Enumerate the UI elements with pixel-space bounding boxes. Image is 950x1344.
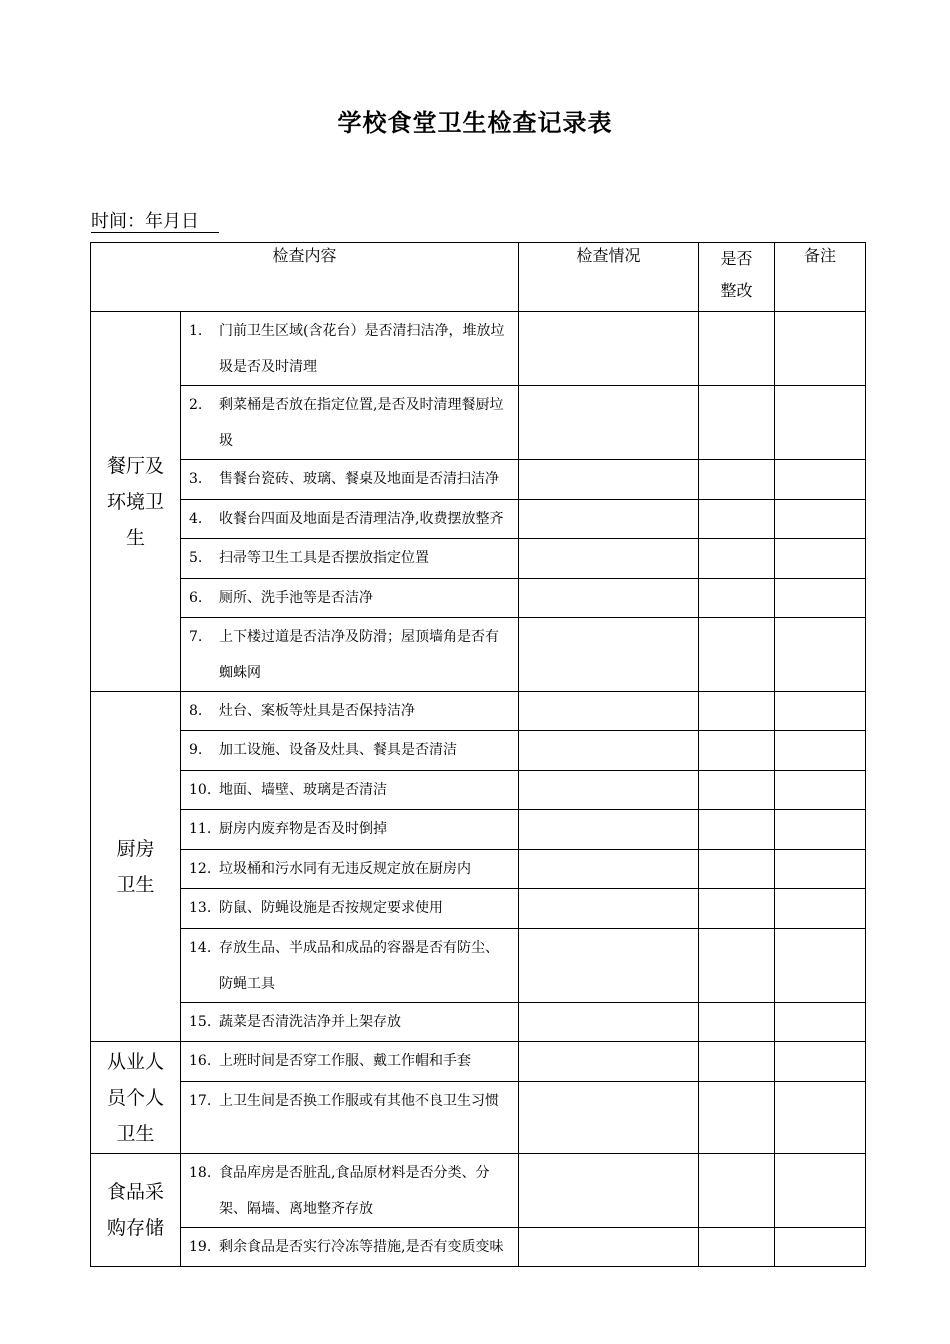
status-cell[interactable] (519, 500, 699, 539)
rectified-cell[interactable] (699, 312, 775, 386)
status-cell[interactable] (519, 1082, 699, 1154)
rectified-cell[interactable] (699, 889, 775, 929)
table-row (91, 929, 866, 1003)
remarks-cell[interactable] (775, 692, 866, 731)
rectified-cell[interactable] (699, 771, 775, 810)
remarks-cell[interactable] (775, 500, 866, 539)
status-cell[interactable] (519, 810, 699, 850)
document-title: 学校食堂卫生检查记录表 (337, 108, 613, 137)
rectified-cell[interactable] (699, 1003, 775, 1042)
remarks-cell[interactable] (775, 850, 866, 889)
status-cell[interactable] (519, 731, 699, 771)
status-cell[interactable] (519, 386, 699, 460)
item-13: 13. 防鼠、防蝇设施是否按规定要求使用 (181, 889, 519, 929)
remarks-cell[interactable] (775, 929, 866, 1003)
date-line (91, 207, 219, 233)
item-17: 17. 上卫生间是否换工作服或有其他不良卫生习惯 (181, 1082, 519, 1154)
item-1: 1. 门前卫生区域(含花台）是否清扫洁净，堆放垃圾是否及时清理 (181, 312, 519, 386)
table-row (91, 771, 866, 810)
table-row (91, 539, 866, 579)
item-7: 7. 上下楼过道是否洁净及防滑；屋顶墙角是否有蜘蛛网 (181, 618, 519, 692)
remarks-cell[interactable] (775, 1154, 866, 1228)
table-row (91, 386, 866, 460)
item-5: 5. 扫帚等卫生工具是否摆放指定位置 (181, 539, 519, 579)
rectified-cell[interactable] (699, 1228, 775, 1267)
remarks-cell[interactable] (775, 771, 866, 810)
category-staff: 从业人 员个人 卫生 (91, 1042, 181, 1154)
item-19: 19. 剩余食品是否实行冷冻等措施,是否有变质变味 (181, 1228, 519, 1267)
status-cell[interactable] (519, 312, 699, 386)
table-row (91, 1082, 866, 1154)
status-cell[interactable] (519, 618, 699, 692)
status-cell[interactable] (519, 1042, 699, 1082)
remarks-cell[interactable] (775, 579, 866, 618)
remarks-cell[interactable] (775, 1082, 866, 1154)
status-cell[interactable] (519, 692, 699, 731)
remarks-cell[interactable] (775, 460, 866, 500)
rectified-cell[interactable] (699, 850, 775, 889)
table-header-row (91, 243, 866, 312)
item-3: 3. 售餐台瓷砖、玻璃、餐桌及地面是否清扫洁净 (181, 460, 519, 500)
table-row (91, 731, 866, 771)
remarks-cell[interactable] (775, 1228, 866, 1267)
rectified-cell[interactable] (699, 500, 775, 539)
remarks-cell[interactable] (775, 810, 866, 850)
status-cell[interactable] (519, 460, 699, 500)
status-cell[interactable] (519, 771, 699, 810)
table-row (91, 579, 866, 618)
rectified-cell[interactable] (699, 618, 775, 692)
header-remarks: 备注 (775, 243, 866, 312)
remarks-cell[interactable] (775, 1042, 866, 1082)
item-16: 16. 上班时间是否穿工作服、戴工作帽和手套 (181, 1042, 519, 1082)
item-10: 10. 地面、墙壁、玻璃是否清洁 (181, 771, 519, 810)
status-cell[interactable] (519, 929, 699, 1003)
status-cell[interactable] (519, 850, 699, 889)
rectified-cell[interactable] (699, 579, 775, 618)
status-cell[interactable] (519, 1154, 699, 1228)
table-row (91, 460, 866, 500)
rectified-cell[interactable] (699, 539, 775, 579)
inspection-table (90, 242, 866, 1267)
table-row (91, 1228, 866, 1267)
remarks-cell[interactable] (775, 731, 866, 771)
status-cell[interactable] (519, 889, 699, 929)
category-food: 食品采 购存储 (91, 1154, 181, 1267)
table-row (91, 889, 866, 929)
item-18: 18. 食品库房是否脏乱,食品原材料是否分类、分架、隔墙、离地整齐存放 (181, 1154, 519, 1228)
rectified-cell[interactable] (699, 1154, 775, 1228)
item-6: 6. 厕所、洗手池等是否洁净 (181, 579, 519, 618)
item-14: 14. 存放生品、半成品和成品的容器是否有防尘、防蝇工具 (181, 929, 519, 1003)
date-field: 时间：年月日 (91, 211, 219, 233)
category-kitchen: 厨房 卫生 (91, 692, 181, 1042)
remarks-cell[interactable] (775, 539, 866, 579)
header-status: 检查情况 (519, 243, 699, 312)
table-row (91, 810, 866, 850)
table-row (91, 1042, 866, 1082)
remarks-cell[interactable] (775, 889, 866, 929)
item-4: 4. 收餐台四面及地面是否清理洁净,收费摆放整齐 (181, 500, 519, 539)
rectified-cell[interactable] (699, 1042, 775, 1082)
table-row (91, 312, 866, 386)
table-row (91, 1003, 866, 1042)
remarks-cell[interactable] (775, 618, 866, 692)
rectified-cell[interactable] (699, 731, 775, 771)
item-8: 8. 灶台、案板等灶具是否保持洁净 (181, 692, 519, 731)
table-row (91, 500, 866, 539)
status-cell[interactable] (519, 1228, 699, 1267)
rectified-cell[interactable] (699, 810, 775, 850)
item-15: 15. 蔬菜是否清洗洁净并上架存放 (181, 1003, 519, 1042)
category-dining: 餐厅及 环境卫 生 (91, 312, 181, 692)
status-cell[interactable] (519, 539, 699, 579)
header-content: 检查内容 (91, 243, 519, 312)
table-row (91, 692, 866, 731)
item-2: 2. 剩菜桶是否放在指定位置,是否及时清理餐厨垃圾 (181, 386, 519, 460)
rectified-cell[interactable] (699, 692, 775, 731)
status-cell[interactable] (519, 1003, 699, 1042)
header-rectified: 是否 整改 (699, 243, 775, 312)
remarks-cell[interactable] (775, 386, 866, 460)
status-cell[interactable] (519, 579, 699, 618)
table-row (91, 850, 866, 889)
table-row (91, 618, 866, 692)
rectified-cell[interactable] (699, 460, 775, 500)
rectified-cell[interactable] (699, 386, 775, 460)
rectified-cell[interactable] (699, 929, 775, 1003)
item-11: 11. 厨房内废弃物是否及时倒掉 (181, 810, 519, 850)
remarks-cell[interactable] (775, 1003, 866, 1042)
remarks-cell[interactable] (775, 312, 866, 386)
table-row (91, 1154, 866, 1228)
rectified-cell[interactable] (699, 1082, 775, 1154)
item-12: 12. 垃圾桶和污水同有无违反规定放在厨房内 (181, 850, 519, 889)
item-9: 9. 加工设施、设备及灶具、餐具是否清洁 (181, 731, 519, 771)
